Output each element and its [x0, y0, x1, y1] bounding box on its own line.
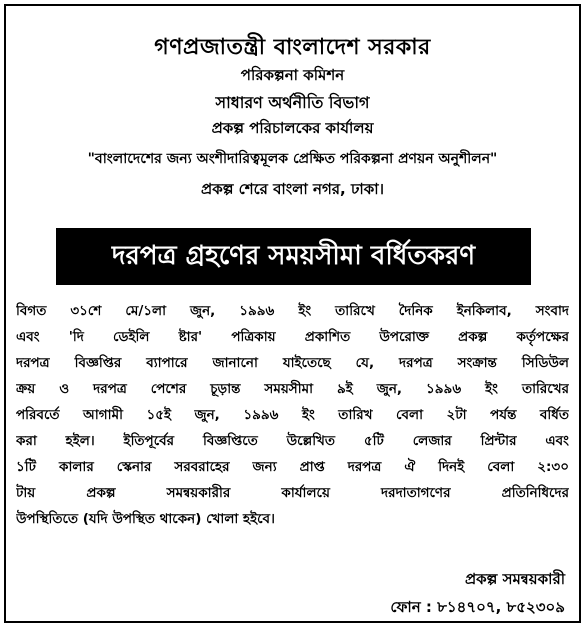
body-line: ক্রয় ও দরপত্র পেশের চূড়ান্ত সময়সীমা ৯ই জুন, ১৯৯৬ ইং তারিখের — [16, 381, 569, 397]
phone-numbers: ফোন : ৮১৪৭০৭, ৮৫২৩০৯ — [390, 598, 565, 616]
banner-title: দরপত্র গ্রহণের সময়সীমা বর্ধিতকরণ — [111, 240, 476, 271]
government-title: গণপ্রজাতন্ত্রী বাংলাদেশ সরকার — [154, 35, 431, 60]
body-line: দরপত্র বিজ্ঞপ্তির ব্যাপারে জানানো যাইতেছে যে, দরপত্র সংক্রান্ত সিডিউল — [16, 355, 569, 371]
body-line: করা হইল। ইতিপূর্বের বিজ্ঞপ্তিতে উল্লেখিত ৫টি লেজার প্রিন্টার এবং — [16, 433, 569, 449]
commission-name: পরিকল্পনা কমিশন — [240, 66, 345, 84]
body-line: উপস্থিতিতে (যদি উপস্থিত থাকেন) খোলা হইবে। — [16, 511, 275, 527]
notice-body — [16, 298, 569, 532]
division-name: সাধারণ অর্থনীতি বিভাগ — [215, 93, 370, 112]
project-title: "বাংলাদেশের জন্য অংশীদারিত্বমূলক প্রেক্ষিত পরিকল্পনা প্রণয়ন অনুশীলন" — [87, 151, 498, 167]
office-name: প্রকল্প পরিচালকের কার্যালয় — [211, 119, 374, 137]
signature-title: প্রকল্প সমন্বয়কারী — [464, 570, 565, 588]
body-line: বিগত ৩১শে মে/১লা জুন, ১৯৯৬ ইং তারিখে দৈনিক ইনকিলাব, সংবাদ — [16, 303, 569, 319]
body-line: টায় প্রকল্প সমন্বয়কারীর কার্যালয়ে দরদাতাগণের প্রতিনিধিদের — [16, 485, 569, 501]
body-line: এবং 'দি ডেইলি ষ্টার' পত্রিকায় প্রকাশিত উপরোক্ত প্রকল্প কর্তৃপক্ষের — [16, 329, 569, 345]
address: প্রকল্প শেরে বাংলা নগর, ঢাকা। — [201, 180, 384, 198]
body-line: পরিবর্তে আগামী ১৫ই জুন, ১৯৯৬ ইং তারিখ বেলা ২টা পর্যন্ত বর্ধিত — [16, 407, 569, 423]
body-line: ১টি কালার স্কেনার সরবরাহের জন্য প্রাপ্ত দরপত্র ঐ দিনই বেলা ২:৩০ — [16, 459, 569, 475]
notice-banner — [56, 228, 531, 285]
tender-notice — [4, 4, 581, 623]
